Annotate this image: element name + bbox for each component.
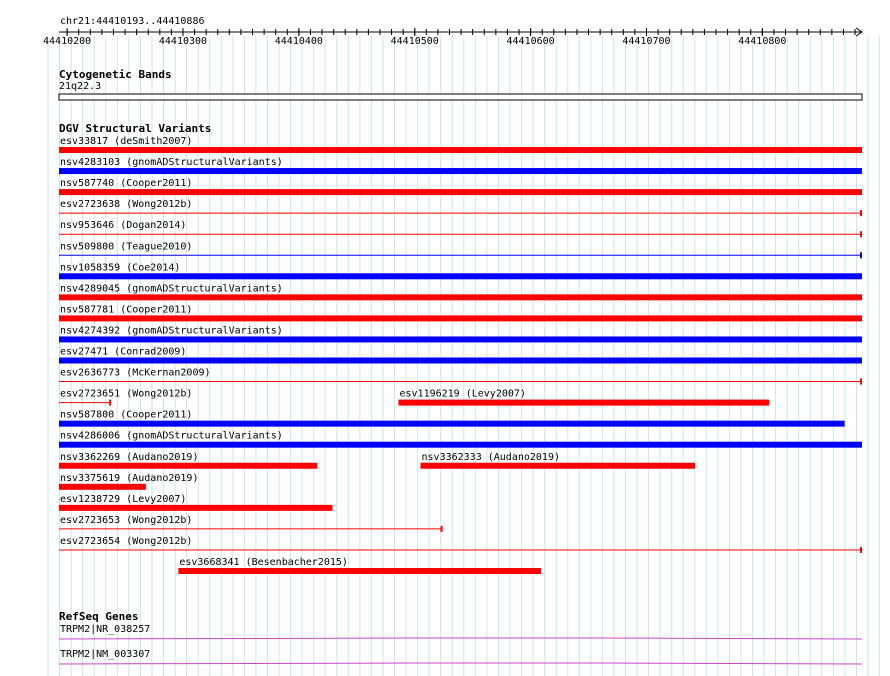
cytobands-track-title: Cytogenetic Bands xyxy=(59,68,172,81)
refseq-track-title: RefSeq Genes xyxy=(59,610,139,623)
dgv-feature-bar[interactable] xyxy=(59,147,862,153)
dgv-feature-bar[interactable] xyxy=(59,294,862,300)
dgv-feature-bar[interactable] xyxy=(59,484,146,490)
dgv-feature-bar[interactable] xyxy=(59,336,862,342)
ruler-tick-label: 44410700 xyxy=(622,36,671,47)
dgv-feature-bar[interactable] xyxy=(59,315,862,321)
dgv-feature-label: nsv3362269 (Audano2019) xyxy=(60,451,199,463)
dgv-feature-label: esv27471 (Conrad2009) xyxy=(60,346,187,358)
ruler-tick-label: 44410200 xyxy=(43,36,92,47)
dgv-feature-label: nsv953646 (Dogan2014) xyxy=(60,220,187,232)
dgv-feature-bar[interactable] xyxy=(59,463,317,469)
gene-label: TRPM2|NM_003307 xyxy=(60,649,151,660)
dgv-feature-label: nsv4274392 (gnomADStructuralVariants) xyxy=(60,325,283,337)
ruler-region-label: chr21:44410193..44410886 xyxy=(60,16,205,27)
cytoband-label: 21q22.3 xyxy=(59,81,102,92)
dgv-feature-label: nsv587740 (Cooper2011) xyxy=(60,178,193,190)
dgv-feature-label: esv2723651 (Wong2012b) xyxy=(60,388,193,400)
dgv-feature-bar[interactable] xyxy=(59,273,862,279)
dgv-feature-bar[interactable] xyxy=(59,421,845,427)
dgv-feature-label: nsv3375619 (Audano2019) xyxy=(60,472,199,484)
dgv-feature-bar[interactable] xyxy=(421,463,696,469)
dgv-feature-label: nsv1058359 (Coe2014) xyxy=(60,262,181,274)
dgv-feature-label: esv33817 (deSmith2007) xyxy=(60,136,193,147)
dgv-feature-end-cap xyxy=(860,379,862,385)
ruler-tick-label: 44410800 xyxy=(738,36,787,47)
dgv-feature-end-cap xyxy=(441,526,443,532)
dgv-feature-label: esv2636773 (McKernan2009) xyxy=(60,367,211,379)
dgv-feature-bar[interactable] xyxy=(59,505,332,511)
dgv-feature-label: esv2723638 (Wong2012b) xyxy=(60,199,193,211)
dgv-feature-label: esv2723653 (Wong2012b) xyxy=(60,514,193,526)
dgv-feature-label: esv1238729 (Levy2007) xyxy=(60,493,187,505)
dgv-feature-bar[interactable] xyxy=(59,442,862,448)
dgv-feature-bar[interactable] xyxy=(59,358,862,364)
dgv-feature-label: esv3668341 (Besenbacher2015) xyxy=(179,557,348,568)
cytoband-bar[interactable] xyxy=(59,94,862,100)
dgv-feature-end-cap xyxy=(860,547,862,553)
gene-intron-line[interactable] xyxy=(59,663,862,664)
gene-label: TRPM2|NR_038257 xyxy=(60,624,151,635)
dgv-feature-bar[interactable] xyxy=(59,168,862,174)
dgv-track-title: DGV Structural Variants xyxy=(59,122,212,135)
dgv-feature-bar[interactable] xyxy=(59,189,862,195)
dgv-feature-label: nsv509800 (Teague2010) xyxy=(60,241,193,253)
ruler-tick-label: 44410600 xyxy=(506,36,555,47)
dgv-feature-label: nsv4283103 (gnomADStructuralVariants) xyxy=(60,157,283,169)
dgv-feature-label: nsv4289045 (gnomADStructuralVariants) xyxy=(60,283,283,295)
dgv-feature-label: esv1196219 (Levy2007) xyxy=(399,388,526,400)
dgv-feature-label: nsv587800 (Cooper2011) xyxy=(60,409,193,421)
ruler-tick-label: 44410400 xyxy=(274,36,323,47)
dgv-feature-bar[interactable] xyxy=(178,568,541,574)
gene-intron-line[interactable] xyxy=(59,638,862,639)
dgv-feature-end-cap xyxy=(860,252,862,258)
dgv-feature-end-cap xyxy=(109,400,111,406)
dgv-feature-label: nsv3362333 (Audano2019) xyxy=(421,451,561,463)
ruler-tick-label: 44410300 xyxy=(158,36,208,47)
dgv-feature-end-cap xyxy=(860,210,862,216)
dgv-feature-label: nsv587781 (Cooper2011) xyxy=(60,304,193,316)
ruler-tick-label: 44410500 xyxy=(390,36,439,47)
dgv-feature-end-cap xyxy=(860,231,862,237)
dgv-feature-label: esv2723654 (Wong2012b) xyxy=(60,535,193,547)
dgv-feature-bar[interactable] xyxy=(399,400,770,406)
dgv-feature-label: nsv4286006 (gnomADStructuralVariants) xyxy=(60,430,283,442)
